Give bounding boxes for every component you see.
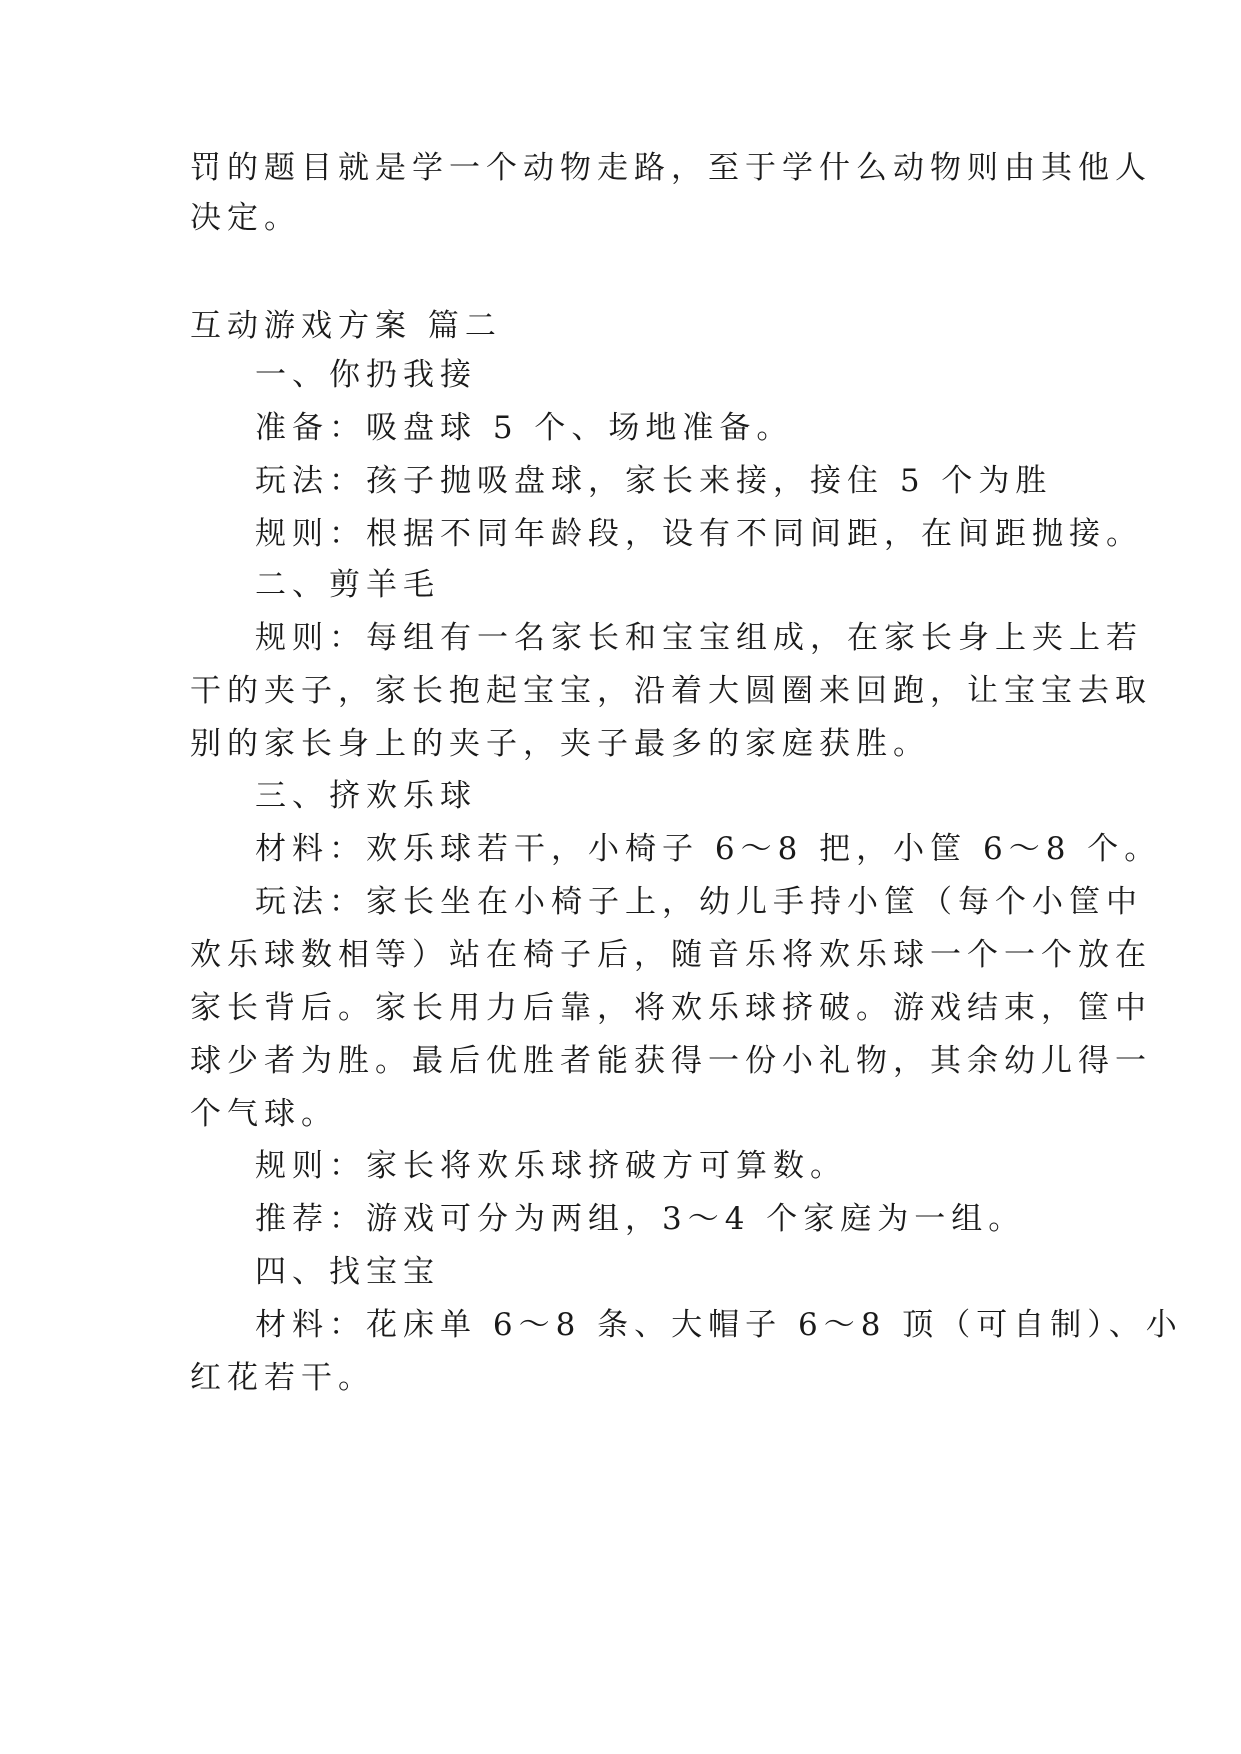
game-heading: 一、你扔我接 (255, 357, 477, 393)
section-title: 互动游戏方案 篇二 (190, 308, 502, 344)
paragraph-line: 规则：每组有一名家长和宝宝组成，在家长身上夹上若 (255, 620, 1143, 656)
paragraph-line: 玩法：家长坐在小椅子上，幼儿手持小筐（每个小筐中 (255, 884, 1143, 920)
paragraph-line: 材料：花床单 6～8 条、大帽子 6～8 顶（可自制）、小 (255, 1307, 1183, 1343)
paragraph-line: 家长背后。家长用力后靠，将欢乐球挤破。游戏结束，筐中 (190, 990, 1152, 1026)
game-heading: 三、挤欢乐球 (255, 778, 477, 814)
paragraph-line: 别的家长身上的夹子，夹子最多的家庭获胜。 (190, 726, 930, 762)
paragraph-line: 决定。 (190, 200, 301, 236)
paragraph-line: 罚的题目就是学一个动物走路，至于学什么动物则由其他人 (190, 150, 1152, 186)
paragraph-line: 材料：欢乐球若干，小椅子 6～8 把，小筐 6～8 个。 (255, 831, 1162, 867)
paragraph-line: 准备：吸盘球 5 个、场地准备。 (255, 410, 794, 446)
paragraph-line: 推荐：游戏可分为两组，3～4 个家庭为一组。 (255, 1201, 1026, 1237)
paragraph-line: 欢乐球数相等）站在椅子后，随音乐将欢乐球一个一个放在 (190, 937, 1152, 973)
paragraph-line: 红花若干。 (190, 1360, 375, 1396)
paragraph-line: 规则：家长将欢乐球挤破方可算数。 (255, 1148, 847, 1184)
paragraph-line: 干的夹子，家长抱起宝宝，沿着大圆圈来回跑，让宝宝去取 (190, 673, 1152, 709)
paragraph-line: 玩法：孩子抛吸盘球，家长来接，接住 5 个为胜 (255, 463, 1053, 499)
game-heading: 四、找宝宝 (255, 1254, 440, 1290)
game-heading: 二、剪羊毛 (255, 567, 440, 603)
paragraph-line: 球少者为胜。最后优胜者能获得一份小礼物，其余幼儿得一 (190, 1043, 1152, 1079)
paragraph-line: 规则：根据不同年龄段，设有不同间距，在间距抛接。 (255, 516, 1143, 552)
paragraph-line: 个气球。 (190, 1096, 338, 1132)
